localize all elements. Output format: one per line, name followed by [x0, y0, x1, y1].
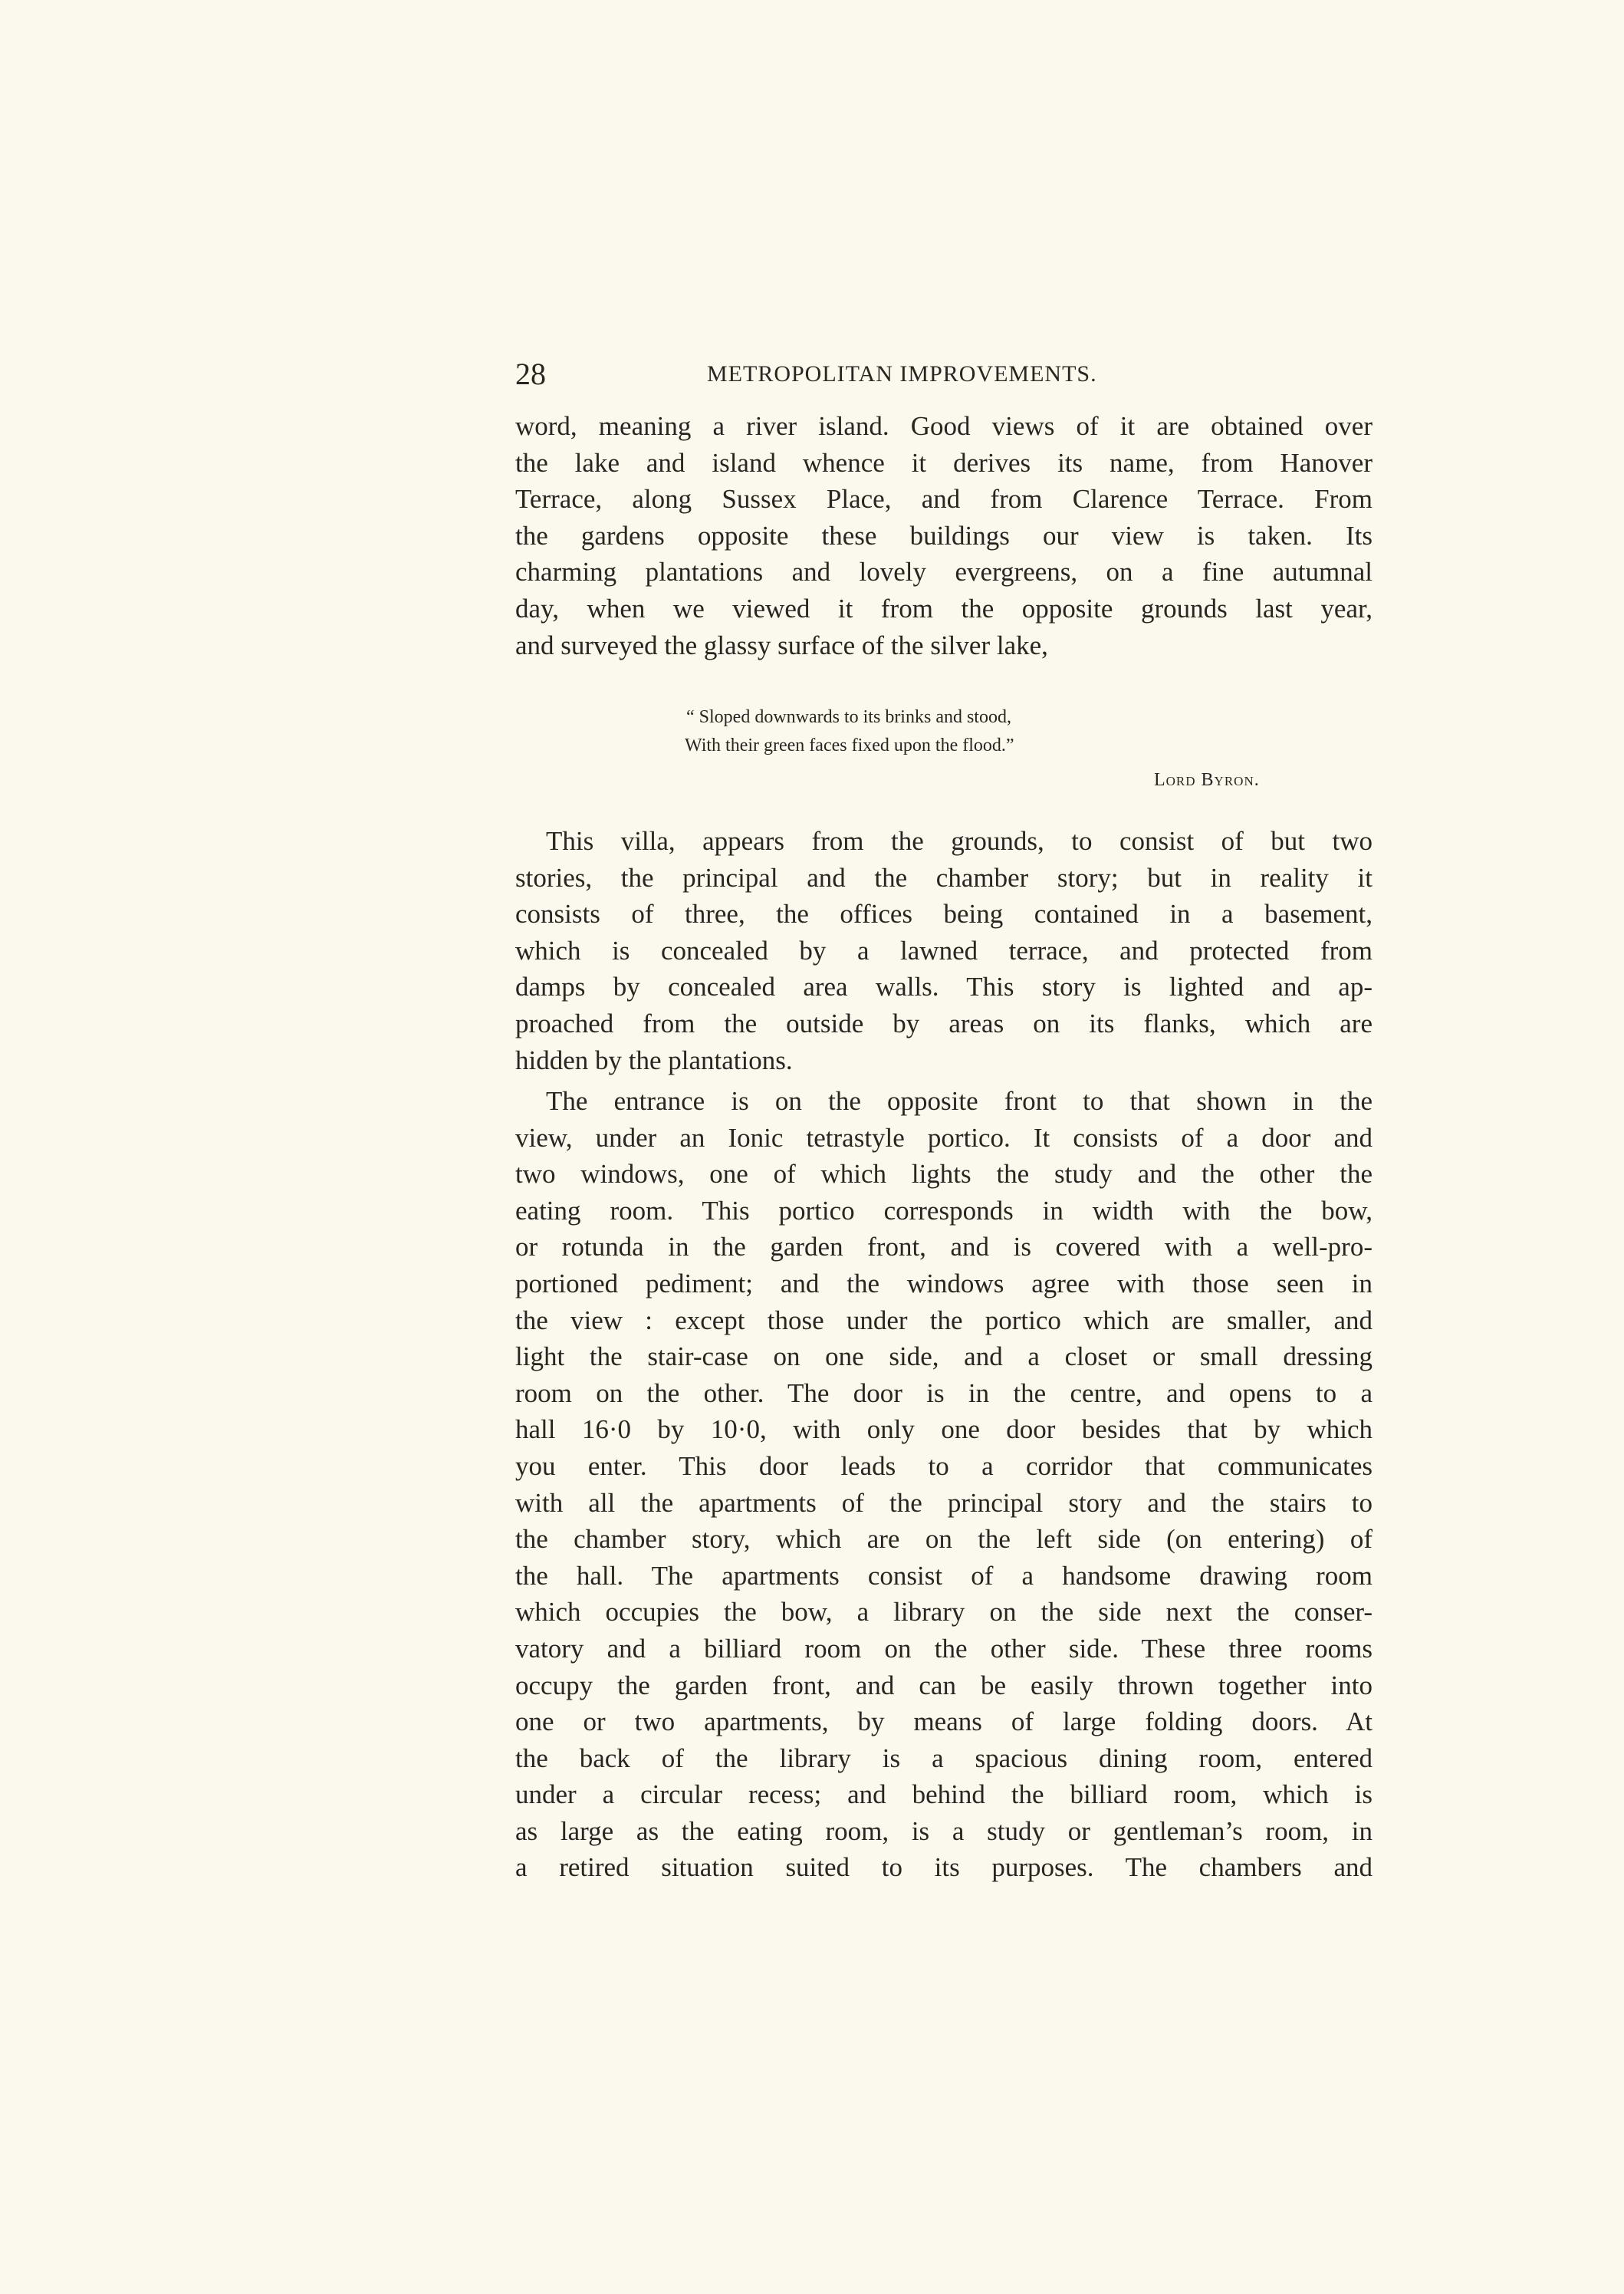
text-line: with all the apartments of the principal story and the stairs to	[515, 1487, 1373, 1518]
quote-line-2: With their green faces fixed upon the flood.”	[685, 736, 1014, 755]
text-line: hidden by the plantations.	[515, 1045, 793, 1075]
text-line: one or two apartments, by means of large folding doors. At	[515, 1707, 1373, 1737]
text-line: This villa, appears from the grounds, to consist of but two	[546, 826, 1373, 856]
quote-line-1: “ Sloped downwards to its brinks and stood,	[686, 707, 1011, 727]
text-line: or rotunda in the garden front, and is covered with a well-pro-	[515, 1232, 1373, 1262]
text-line: Terrace, along Sussex Place, and from Clarence Terrace. From	[515, 484, 1373, 515]
text-line: The entrance is on the opposite front to that shown in the	[546, 1086, 1373, 1116]
text-line: vatory and a billiard room on the other side. These three rooms	[515, 1633, 1373, 1664]
page-number: 28	[515, 357, 546, 391]
text-line: the gardens opposite these buildings our view is taken. Its	[515, 520, 1373, 551]
text-line: hall 16·0 by 10·0, with only one door besides that by which	[515, 1414, 1373, 1445]
text-line: you enter. This door leads to a corridor that communicates	[515, 1450, 1373, 1481]
quote-attribution: Lord Byron.	[1154, 770, 1260, 790]
text-line: room on the other. The door is in the centre, and opens to a	[515, 1377, 1373, 1408]
text-line: stories, the principal and the chamber story; but in reality it	[515, 862, 1373, 893]
text-line: under a circular recess; and behind the billiard room, which is	[515, 1779, 1373, 1810]
paragraph-2	[515, 823, 1373, 1078]
text-line: the hall. The apartments consist of a handsome drawing room	[515, 1560, 1373, 1591]
text-line: damps by concealed area walls. This story is lighted and ap-	[515, 972, 1373, 1002]
text-line: two windows, one of which lights the study and the other the	[515, 1159, 1373, 1190]
text-line: which occupies the bow, a library on the side next the conser-	[515, 1597, 1373, 1628]
text-line: the chamber story, which are on the left side (on entering) of	[515, 1524, 1373, 1555]
text-line: and surveyed the glassy surface of the silver lake,	[515, 630, 1048, 660]
text-line: portioned pediment; and the windows agree with those seen in	[515, 1268, 1373, 1298]
text-line: proached from the outside by areas on its flanks, which are	[515, 1008, 1373, 1038]
text-line: view, under an Ionic tetrastyle portico. It consists of a door and	[515, 1122, 1373, 1153]
text-line: the view : except those under the portico which are smaller, and	[515, 1305, 1373, 1335]
page-header	[515, 351, 1374, 397]
paragraph-3	[515, 1083, 1373, 1886]
text-line: light the stair-case on one side, and a closet or small dressing	[515, 1341, 1373, 1372]
text-line: word, meaning a river island. Good views of it are obtained over	[515, 411, 1373, 441]
text-line: which is concealed by a lawned terrace, and protected from	[515, 935, 1373, 966]
text-line: the lake and island whence it derives its name, from Hanover	[515, 447, 1373, 478]
text-line: a retired situation suited to its purposes. The chambers and	[515, 1852, 1373, 1883]
text-line: charming plantations and lovely evergreens, on a fine autumnal	[515, 557, 1373, 587]
text-line: day, when we viewed it from the opposite grounds last year,	[515, 593, 1373, 624]
text-line: as large as the eating room, is a study or gentleman’s room, in	[515, 1815, 1373, 1846]
verse-quotation	[686, 703, 1284, 760]
text-line: the back of the library is a spacious dining room, entered	[515, 1743, 1373, 1773]
text-line: occupy the garden front, and can be easily thrown together into	[515, 1670, 1373, 1700]
running-title: METROPOLITAN IMPROVEMENTS.	[707, 361, 1097, 387]
paragraph-1	[515, 408, 1373, 663]
text-line: consists of three, the offices being contained in a basement,	[515, 899, 1373, 930]
text-line: eating room. This portico corresponds in width with the bow,	[515, 1195, 1373, 1226]
